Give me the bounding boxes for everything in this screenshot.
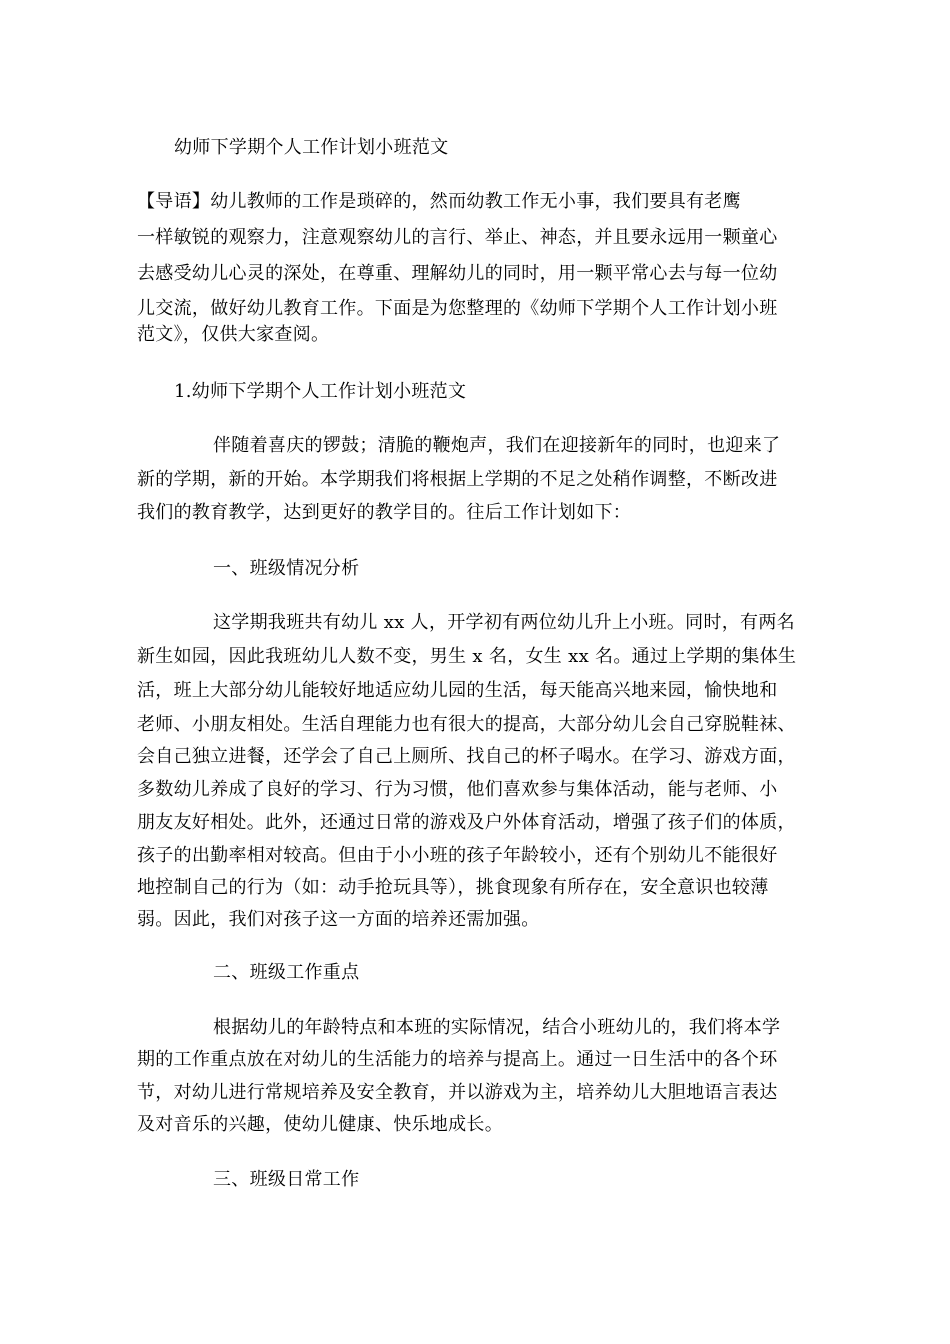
- section-heading: 一、班级情况分析: [213, 558, 360, 579]
- paragraph-line: 我们的教育教学，达到更好的教学目的。往后工作计划如下：: [137, 502, 632, 523]
- document-title: 幼师下学期个人工作计划小班范文: [174, 137, 449, 158]
- paragraph-line: 会自己独立进餐，还学会了自己上厕所、找自己的杯子喝水。在学习、游戏方面，: [137, 746, 796, 767]
- paragraph-line: 地控制自己的行为（如：动手抢玩具等），挑食现象有所存在，安全意识也较薄: [137, 877, 769, 898]
- paragraph-line: 老师、小朋友相处。生活自理能力也有很大的提高，大部分幼儿会自己穿脱鞋袜、: [137, 714, 796, 735]
- intro-line: 【导语】幼儿教师的工作是琐碎的，然而幼教工作无小事，我们要具有老鹰: [137, 191, 741, 212]
- intro-line: 去感受幼儿心灵的深处，在尊重、理解幼儿的同时，用一颗平常心去与每一位幼: [137, 263, 778, 284]
- paragraph-line: 活，班上大部分幼儿能较好地适应幼儿园的生活，每天能高兴地来园，愉快地和: [137, 680, 778, 701]
- paragraph-line: 期的工作重点放在对幼儿的生活能力的培养与提高上。通过一日生活中的各个环: [137, 1049, 778, 1070]
- paragraph-line: 新生如园，因此我班幼儿人数不变，男生 x 名，女生 xx 名。通过上学期的集体生: [137, 646, 797, 667]
- paragraph-line: 及对音乐的兴趣，使幼儿健康、快乐地成长。: [137, 1114, 503, 1135]
- section-heading: 三、班级日常工作: [213, 1169, 360, 1190]
- paragraph-line: 新的学期，新的开始。本学期我们将根据上学期的不足之处稍作调整，不断改进: [137, 469, 778, 490]
- paragraph-line: 朋友友好相处。此外，还通过日常的游戏及户外体育活动，增强了孩子们的体质，: [137, 812, 796, 833]
- paragraph-line: 这学期我班共有幼儿 xx 人，开学初有两位幼儿升上小班。同时，有两名: [213, 612, 795, 633]
- section-subtitle: 1.幼师下学期个人工作计划小班范文: [174, 381, 467, 402]
- paragraph-line: 多数幼儿养成了良好的学习、行为习惯，他们喜欢参与集体活动，能与老师、小: [137, 779, 778, 800]
- intro-line: 儿交流，做好幼儿教育工作。下面是为您整理的《幼师下学期个人工作计划小班: [137, 298, 778, 319]
- intro-line: 范文》，仅供大家查阅。: [137, 324, 330, 345]
- intro-line: 一样敏锐的观察力，注意观察幼儿的言行、举止、神态，并且要永远用一颗童心: [137, 227, 778, 248]
- paragraph-line: 节，对幼儿进行常规培养及安全教育，并以游戏为主，培养幼儿大胆地语言表达: [137, 1082, 778, 1103]
- paragraph-line: 弱。因此，我们对孩子这一方面的培养还需加强。: [137, 909, 540, 930]
- section-heading: 二、班级工作重点: [213, 962, 360, 983]
- paragraph-line: 孩子的出勤率相对较高。但由于小小班的孩子年龄较小，还有个别幼儿不能很好: [137, 845, 778, 866]
- paragraph-line: 根据幼儿的年龄特点和本班的实际情况，结合小班幼儿的，我们将本学: [213, 1017, 781, 1038]
- paragraph-line: 伴随着喜庆的锣鼓；清脆的鞭炮声，我们在迎接新年的同时，也迎来了: [213, 435, 781, 456]
